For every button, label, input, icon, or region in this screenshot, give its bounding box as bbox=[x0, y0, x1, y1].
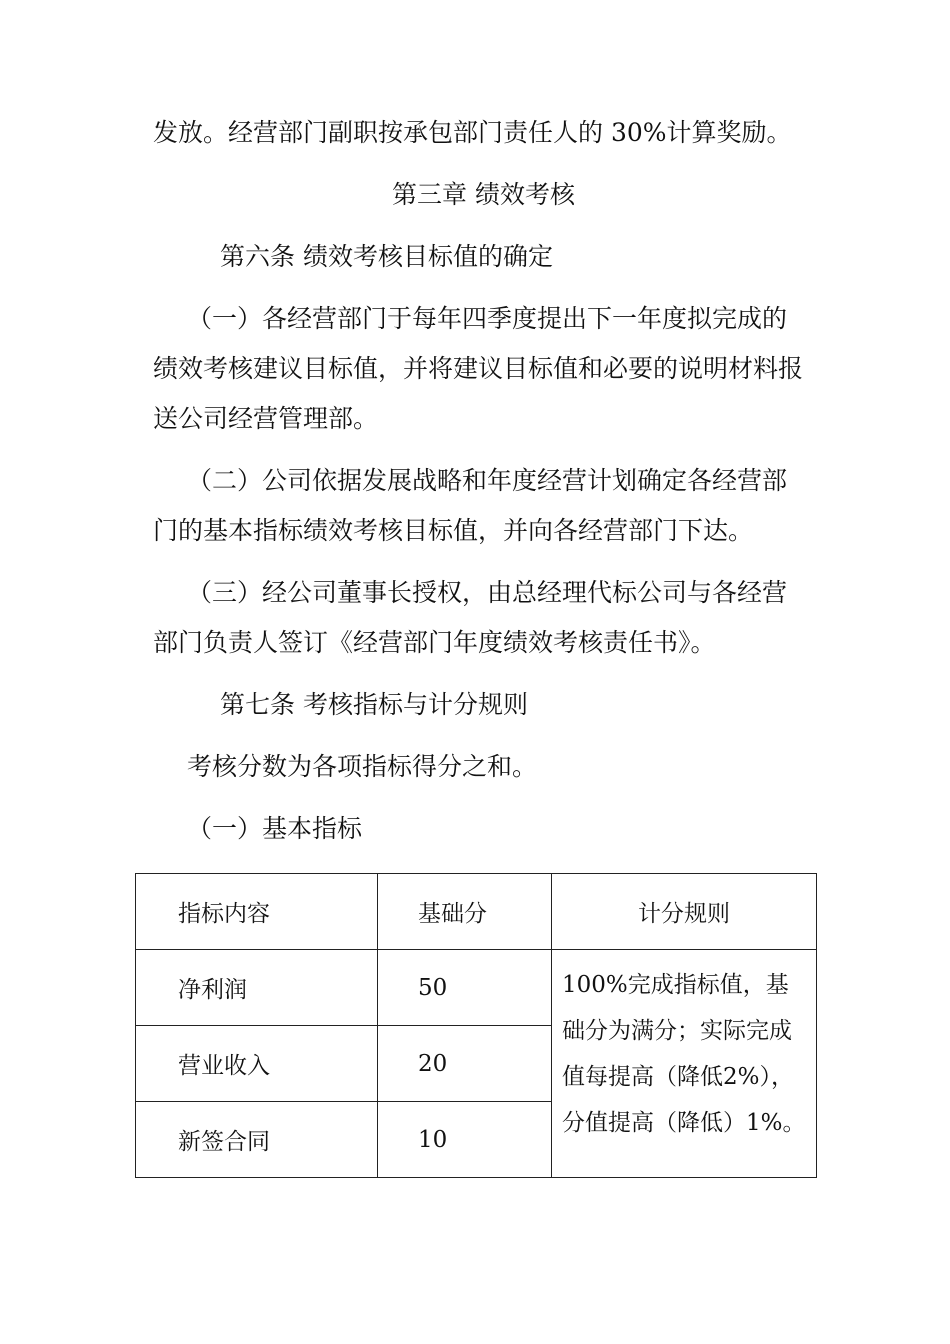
subsection-heading: （一）基本指标 bbox=[187, 814, 363, 843]
table-header-row bbox=[136, 874, 817, 950]
paragraph-line: 考核分数为各项指标得分之和。 bbox=[187, 752, 538, 781]
article-6-heading: 第六条 绩效考核目标值的确定 bbox=[220, 242, 553, 271]
paragraph-line: 门的基本指标绩效考核目标值，并向各经营部门下达。 bbox=[153, 516, 754, 545]
paragraph-line: 送公司经营管理部。 bbox=[153, 404, 379, 433]
table-cell-item: 净利润 bbox=[136, 950, 378, 1026]
table-cell-score: 10 bbox=[378, 1102, 552, 1178]
table-row bbox=[136, 950, 817, 1026]
paragraph-line: （三）经公司董事长授权，由总经理代标公司与各经营 bbox=[187, 578, 788, 607]
paragraph-line: （二）公司依据发展战略和年度经营计划确定各经营部 bbox=[187, 466, 788, 495]
paragraph-continuation: 发放。经营部门副职按承包部门责任人的 30%计算奖励。 bbox=[153, 118, 792, 147]
article-7-heading: 第七条 考核指标与计分规则 bbox=[220, 690, 528, 719]
table-header-cell: 基础分 bbox=[378, 874, 552, 950]
table-cell-score: 20 bbox=[378, 1026, 552, 1102]
scoring-table bbox=[135, 873, 817, 1178]
paragraph-line: 部门负责人签订《经营部门年度绩效考核责任书》。 bbox=[153, 628, 716, 657]
table-cell-item: 营业收入 bbox=[136, 1026, 378, 1102]
table-header-cell: 指标内容 bbox=[136, 874, 378, 950]
paragraph-line: 绩效考核建议目标值，并将建议目标值和必要的说明材料报 bbox=[153, 354, 804, 383]
table-header-cell: 计分规则 bbox=[552, 874, 817, 950]
chapter-heading: 第三章 绩效考核 bbox=[392, 180, 575, 209]
table-cell-score: 50 bbox=[378, 950, 552, 1026]
paragraph-line: （一）各经营部门于每年四季度提出下一年度拟完成的 bbox=[187, 304, 788, 333]
table-cell-item: 新签合同 bbox=[136, 1102, 378, 1178]
table-cell-rule: 100%完成指标值，基础分为满分；实际完成值每提高（降低2%），分值提高（降低）1%。 bbox=[552, 950, 817, 1178]
